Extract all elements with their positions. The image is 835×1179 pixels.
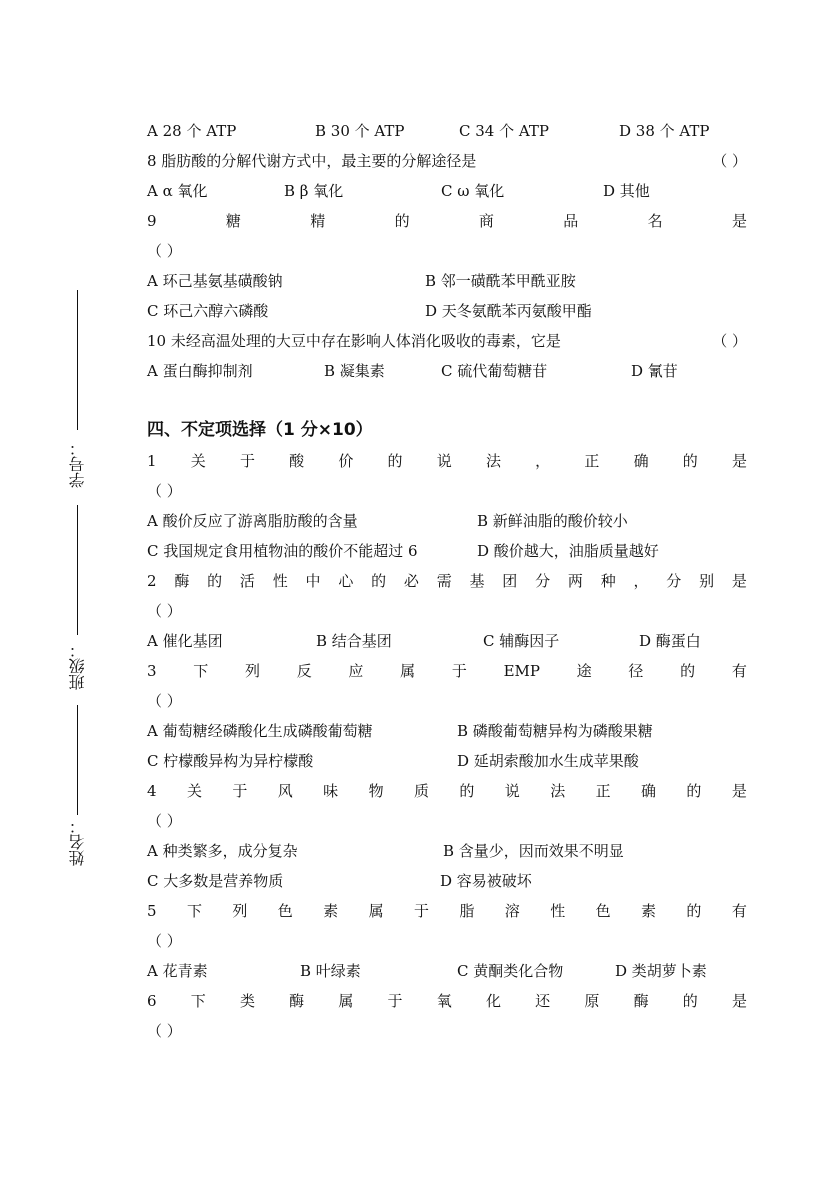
stem-char: 品 [563,212,579,230]
s4q2-stem-line [147,569,747,593]
stem-char: 属 [338,992,354,1010]
student-id-label: 学号： [68,440,87,488]
stem-char: 径 [628,662,644,680]
stem-char: 风 [277,782,293,800]
stem-char: 酶 [289,992,305,1010]
stem-char: 应 [348,662,364,680]
stem-char: 有 [731,902,747,920]
answer-paren: （ ） [147,1022,182,1040]
stem-char: 活 [239,572,255,590]
stem-char: 于 [239,452,255,470]
stem-char: 糖 [225,212,241,230]
stem-char: 6 [147,992,157,1010]
option-a: A 花青素 [147,962,208,980]
q9-options-row1 [147,269,747,293]
stem-char: 的 [680,662,696,680]
option-a: A 酸价反应了游离脂肪酸的含量 [147,512,358,530]
divider-line [77,505,78,635]
stem-char: 于 [232,782,248,800]
stem-char: 还 [535,992,551,1010]
option-a: A 葡萄糖经磷酸化生成磷酸葡萄糖 [147,722,373,740]
stem-char: 说 [436,452,452,470]
stem-char: 原 [584,992,600,1010]
stem-char: 性 [550,902,566,920]
stem-char: 色 [595,902,611,920]
option-b: B 磷酸葡萄糖异构为磷酸果糖 [457,722,653,740]
stem-char: 列 [232,902,248,920]
stem-char: 色 [277,902,293,920]
option-d: D 类胡萝卜素 [615,962,707,980]
answer-paren: （ ） [712,152,747,170]
stem-char: 的 [686,782,702,800]
option-d: D 延胡索酸加水生成苹果酸 [457,752,639,770]
option-c: C 柠檬酸异构为异柠檬酸 [147,752,314,770]
stem-char: 属 [400,662,416,680]
stem-char: 有 [731,662,747,680]
stem-char: 中 [305,572,321,590]
option-c: C 黄酮类化合物 [457,962,564,980]
stem-char: 是 [731,212,747,230]
question-stem: 10 未经高温处理的大豆中存在影响人体消化吸收的毒素，它是 [147,332,561,350]
divider-line [77,290,78,430]
stem-char: 性 [272,572,288,590]
option-b: B 叶绿素 [300,962,361,980]
stem-char: 9 [147,212,157,230]
stem-char: 下 [193,662,209,680]
stem-char: 的 [682,992,698,1010]
divider-line [77,705,78,815]
stem-char: 分 [666,572,682,590]
option-d: D 容易被破坏 [440,872,532,890]
s4q5-stem-line [147,899,747,923]
option-c: C 我国规定食用植物油的酸价不能超过 6 [147,542,418,560]
option-c: C 环己六醇六磷酸 [147,302,269,320]
stem-char: 法 [550,782,566,800]
stem-char: 正 [595,782,611,800]
option-b: B 邻一磺酰苯甲酰亚胺 [425,272,576,290]
name-label: 姓名： [68,818,87,866]
option-d: D 其他 [603,182,650,200]
answer-paren: （ ） [147,812,182,830]
stem-char: 列 [244,662,260,680]
stem-char: 关 [186,782,202,800]
option-c: C 大多数是营养物质 [147,872,284,890]
option-b: B 新鲜油脂的酸价较小 [477,512,628,530]
stem-char: 脂 [459,902,475,920]
stem-char: 别 [699,572,715,590]
binding-margin [60,280,96,880]
s4q3-options-row1 [147,719,747,743]
option-a: A 种类繁多，成分复杂 [147,842,298,860]
stem-char: 化 [485,992,501,1010]
option-b: B 结合基团 [316,632,392,650]
stem-char: 素 [323,902,339,920]
stem-char: 氧 [436,992,452,1010]
stem-char: 基 [469,572,485,590]
stem-char: 溶 [504,902,520,920]
stem-char: 需 [436,572,452,590]
answer-paren: （ ） [147,692,182,710]
stem-char: 两 [567,572,583,590]
stem-char: 的 [459,782,475,800]
stem-char: ， [535,452,551,470]
stem-char: 5 [147,902,157,920]
option-a: A α 氧化 [147,182,208,200]
stem-char: 质 [413,782,429,800]
q7-options [147,119,747,143]
answer-paren: （ ） [147,482,182,500]
option-a: A 催化基团 [147,632,223,650]
stem-char: 1 [147,452,157,470]
stem-char: 是 [731,992,747,1010]
q8-options [147,179,747,203]
stem-char: 于 [451,662,467,680]
stem-char: 的 [682,452,698,470]
stem-char: 2 [147,572,157,590]
stem-char: 分 [535,572,551,590]
question-stem: 8 脂肪酸的分解代谢方式中，最主要的分解途径是 [147,152,477,170]
stem-char: 下 [190,992,206,1010]
stem-char: 是 [731,452,747,470]
answer-paren: （ ） [147,932,182,950]
stem-char: 说 [504,782,520,800]
s4q2-options [147,629,747,653]
stem-char: 下 [186,902,202,920]
q8-stem-line [147,149,747,173]
option-b: B 含量少，因而效果不明显 [443,842,624,860]
stem-char: 酶 [633,992,649,1010]
s4q1-options-row2 [147,539,747,563]
stem-char: 属 [368,902,384,920]
stem-char: 反 [296,662,312,680]
option-a: A 蛋白酶抑制剂 [147,362,253,380]
s4q4-options-row2 [147,869,747,893]
stem-char: 心 [338,572,354,590]
s4q3-options-row2 [147,749,747,773]
stem-char: 团 [502,572,518,590]
stem-char: 的 [387,452,403,470]
stem-char: 的 [686,902,702,920]
stem-char: 的 [207,572,223,590]
stem-char: 必 [403,572,419,590]
stem-char: 素 [641,902,657,920]
stem-char: 精 [310,212,326,230]
stem-char: 的 [371,572,387,590]
q10-stem-line [147,329,747,353]
q10-options [147,359,747,383]
stem-char: 价 [338,452,354,470]
option-d: D 酸价越大，油脂质量越好 [477,542,659,560]
stem-char: 确 [633,452,649,470]
stem-char: 3 [147,662,157,680]
stem-char: 类 [239,992,255,1010]
section-heading: 四、不定项选择（1 分×10） [147,420,373,440]
option-a: A 环己基氨基磺酸钠 [147,272,283,290]
stem-char: 是 [731,782,747,800]
option-c: C 硫代葡萄糖苷 [441,362,548,380]
option-c: C 辅酶因子 [483,632,560,650]
stem-char: 的 [394,212,410,230]
stem-char: EMP [503,662,540,680]
stem-char: 种 [600,572,616,590]
option-d: D 酶蛋白 [639,632,701,650]
q9-options-row2 [147,299,747,323]
stem-char: 确 [641,782,657,800]
stem-char: 于 [387,992,403,1010]
s4q3-stem-line [147,659,747,683]
option-d: D 天冬氨酰苯丙氨酸甲酯 [425,302,592,320]
option-a: A 28 个 ATP [147,122,237,140]
stem-char: 是 [731,572,747,590]
stem-char: 味 [323,782,339,800]
option-b: B 30 个 ATP [315,122,405,140]
stem-char: 途 [576,662,592,680]
answer-paren: （ ） [147,242,182,260]
option-d: D 氰苷 [631,362,678,380]
stem-char: 4 [147,782,157,800]
s4q1-stem-line [147,449,747,473]
stem-char: 关 [190,452,206,470]
s4q5-options [147,959,747,983]
q9-stem-line [147,209,747,233]
s4q1-options-row1 [147,509,747,533]
class-label: 班级： [68,642,87,690]
option-c: C 34 个 ATP [459,122,549,140]
stem-char: 于 [413,902,429,920]
stem-char: 商 [478,212,494,230]
stem-char: 法 [485,452,501,470]
answer-paren: （ ） [712,332,747,350]
stem-char: 物 [368,782,384,800]
stem-char: 酸 [289,452,305,470]
stem-char: 正 [584,452,600,470]
option-d: D 38 个 ATP [619,122,710,140]
s4q4-stem-line [147,779,747,803]
option-b: B β 氧化 [284,182,344,200]
answer-paren: （ ） [147,602,182,620]
stem-char: 酶 [174,572,190,590]
s4q6-stem-line [147,989,747,1013]
stem-char: 名 [647,212,663,230]
stem-char: ， [633,572,649,590]
s4q4-options-row1 [147,839,747,863]
option-b: B 凝集素 [324,362,385,380]
option-c: C ω 氧化 [441,182,505,200]
